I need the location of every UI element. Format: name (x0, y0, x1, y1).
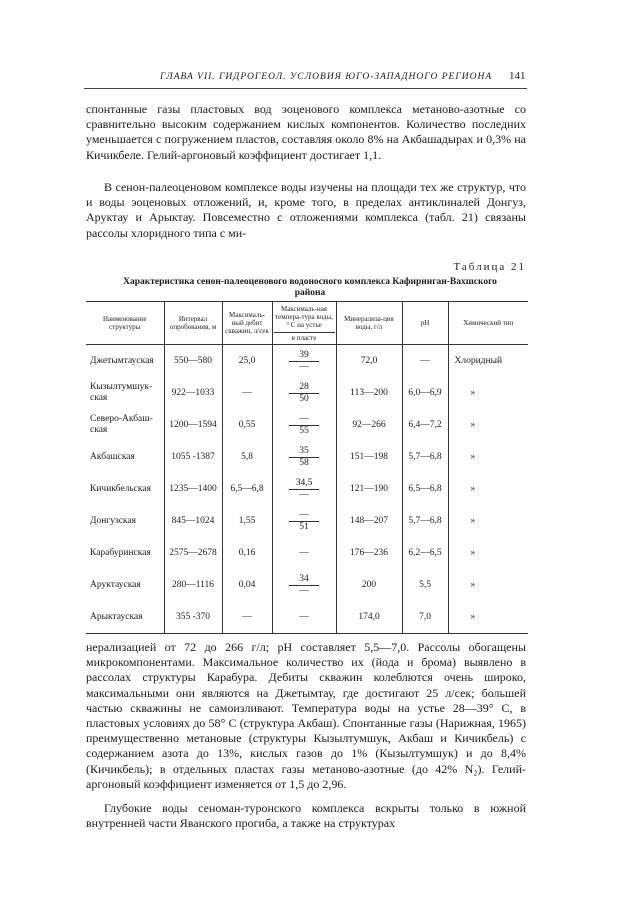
cell-debit: — (222, 601, 272, 634)
cell-name: Северо-Акбаш-ская (86, 409, 164, 441)
col-interval-header: Интервал опробования, м (164, 302, 222, 345)
col-ph-header: pH (402, 302, 448, 345)
cell-name: Акбашская (86, 441, 164, 473)
cell-name: Кичикбельская (86, 473, 164, 505)
cell-name: Карабуринская (86, 537, 164, 569)
cell-temp (272, 569, 336, 601)
cell-temp (272, 345, 336, 378)
cell-chem: » (470, 420, 476, 430)
cell-ph: 6,5—6,8 (402, 473, 448, 505)
cell-ph: 6,2—6,5 (402, 537, 448, 569)
temp-top: — (289, 510, 319, 522)
cell-mineral: 121—190 (336, 473, 402, 505)
temp-bottom: 55 (299, 425, 309, 436)
temp-bottom: 58 (299, 457, 309, 468)
temp-top: 28 (289, 382, 319, 394)
cell-ph: — (402, 345, 448, 378)
table-caption: Характеристика сенон-палеоценового водоносного комплекса Кафирниган-Вахшского района (123, 277, 497, 298)
cell-ph: 5,5 (402, 569, 448, 601)
cell-debit: 1,55 (222, 505, 272, 537)
paragraph-2: В сенон-палеоценовом комплексе воды изучены на площади тех же структур, что и воды эоценовых отложений, и, кроме того, в пределах антиклиналей Донгуз, Аруктау и Арыктау. Повсеместно с отложениями комплекса (табл. 21) связаны рассолы хлоридного типа с ми- (86, 180, 526, 240)
table-row (86, 537, 528, 569)
cell-mineral: 92—266 (336, 409, 402, 441)
cell-chem: » (470, 388, 476, 398)
col-name-header: Наименование структуры (86, 302, 164, 345)
cell-mineral: 72,0 (336, 345, 402, 378)
cell-interval: 280—1116 (164, 569, 222, 601)
running-header: ГЛАВА VII. ГИДРОГЕОЛ. УСЛОВИЯ ЮГО-ЗАПАДНОГО РЕГИОНА (160, 72, 493, 82)
cell-mineral: 176—236 (336, 537, 402, 569)
col-temp-header (272, 302, 336, 345)
cell-interval: 1200—1594 (164, 409, 222, 441)
cell-chem: Хлоридный (448, 345, 528, 378)
cell-chem: » (470, 452, 476, 462)
cell-ph: 5,7—6,8 (402, 505, 448, 537)
cell-ph: 6,4—7,2 (402, 409, 448, 441)
col-mineral-header: Минерализа-ция воды, г/л (336, 302, 402, 345)
temp-bottom: 50 (299, 393, 309, 404)
cell-interval: 1055 -1387 (164, 441, 222, 473)
temp-header-sub: в пласте (274, 332, 335, 342)
cell-temp (272, 441, 336, 473)
page-number: 141 (509, 70, 526, 82)
temp-top: 35 (289, 446, 319, 458)
cell-debit: 5,8 (222, 441, 272, 473)
cell-debit: 0,16 (222, 537, 272, 569)
cell-interval: 550—580 (164, 345, 222, 378)
cell-interval: 355 -370 (164, 601, 222, 634)
cell-ph: 5,7—6,8 (402, 441, 448, 473)
data-table (86, 301, 528, 634)
table-header-row (86, 302, 528, 345)
cell-mineral: 200 (336, 569, 402, 601)
cell-ph: 6,0—6,9 (402, 377, 448, 409)
temp-bottom: — (299, 489, 309, 500)
cell-mineral: 113—200 (336, 377, 402, 409)
col-debit-header: Максималь-ный дебит скважин, л/сек (222, 302, 272, 345)
temp-bottom: 51 (299, 521, 309, 532)
header-rule (84, 88, 527, 89)
cell-mineral: 151—198 (336, 441, 402, 473)
table-label: Таблица 21 (453, 261, 526, 273)
cell-temp (272, 505, 336, 537)
cell-interval: 922—1033 (164, 377, 222, 409)
cell-temp (272, 409, 336, 441)
cell-debit: — (222, 377, 272, 409)
table-row (86, 441, 528, 473)
paragraph-4: Глубокие воды сеноман-туронского комплекса вскрыты только в южной внутренней части Яванского прогиба, а также на структурах (86, 801, 526, 831)
cell-interval: 845—1024 (164, 505, 222, 537)
temp-bottom: — (299, 361, 309, 372)
temp-header-main: Максималь-ная темпера-тура воды, ° С на устье (275, 304, 333, 329)
cell-debit: 0,55 (222, 409, 272, 441)
table-row (86, 473, 528, 505)
cell-debit: 0,04 (222, 569, 272, 601)
cell-debit: 25,0 (222, 345, 272, 378)
cell-chem: » (470, 516, 476, 526)
cell-mineral: 174,0 (336, 601, 402, 634)
cell-chem: » (470, 612, 476, 622)
cell-temp (272, 377, 336, 409)
cell-chem: » (470, 580, 476, 590)
cell-chem: » (470, 484, 476, 494)
temp-top: — (289, 414, 319, 426)
table-row (86, 505, 528, 537)
col-chem-header: Химический тип (448, 302, 528, 345)
cell-debit: 6,5—6,8 (222, 473, 272, 505)
cell-ph: 7,0 (402, 601, 448, 634)
cell-name: Кызылтумшук-ская (86, 377, 164, 409)
cell-chem: » (470, 548, 476, 558)
temp-top: 34 (289, 574, 319, 586)
table-row (86, 345, 528, 378)
paragraph-3: нерализацией от 72 до 266 г/л; pH составляет 5,5—7,0. Рассолы обогащены микрокомпонентами. Максимальное количество их (йода и брома) выявлено в рассолах структуры Карабура. Дебиты скважин колеблются очень широко, максимальными они являются на Джетымтау, где достигают 25 л/сек; большей частью скважины не самоизливают. Температура воды на устье 28—39° С, в пластовых условиях до 58° С (структура Акбаш). Спонтанные газы (Нарижная, 1965) преимущественно метановые (структуры Кызылтумшук, Акбаш и Кичикбель) с содержанием азота до 13%, кислых газов до 1% (Кызылтумшук) и до 8,4% (Кичикбель); в отдельных пластах газы метаново-азотные (до 42% N₂). Гелий-аргоновый коэффициент изменяется от 1,5 до 2,96. (86, 640, 526, 791)
temp-bottom: — (299, 585, 309, 596)
temp-top: 39 (289, 350, 319, 362)
temp-top: 34,5 (289, 478, 319, 490)
cell-temp: — (272, 537, 336, 569)
cell-temp (272, 473, 336, 505)
cell-mineral: 148—207 (336, 505, 402, 537)
cell-temp: — (272, 601, 336, 634)
table-row (86, 377, 528, 409)
table-row (86, 601, 528, 634)
cell-name: Донгузская (86, 505, 164, 537)
cell-name: Джетымтауская (86, 345, 164, 378)
table-row (86, 409, 528, 441)
cell-name: Арыктауская (86, 601, 164, 634)
cell-name: Аруктауская (86, 569, 164, 601)
paragraph-1: спонтанные газы пластовых вод эоценового комплекса метаново-азотные со сравнительно высоким содержанием кислых компонентов. Количество последних уменьшается с погружением пластов, составляя около 8% на Акбашадырах и 0,3% на Кичикбеле. Гелий-аргоновый коэффициент достигает 1,1. (86, 102, 526, 162)
cell-interval: 1235—1400 (164, 473, 222, 505)
cell-interval: 2575—2678 (164, 537, 222, 569)
table-row (86, 569, 528, 601)
